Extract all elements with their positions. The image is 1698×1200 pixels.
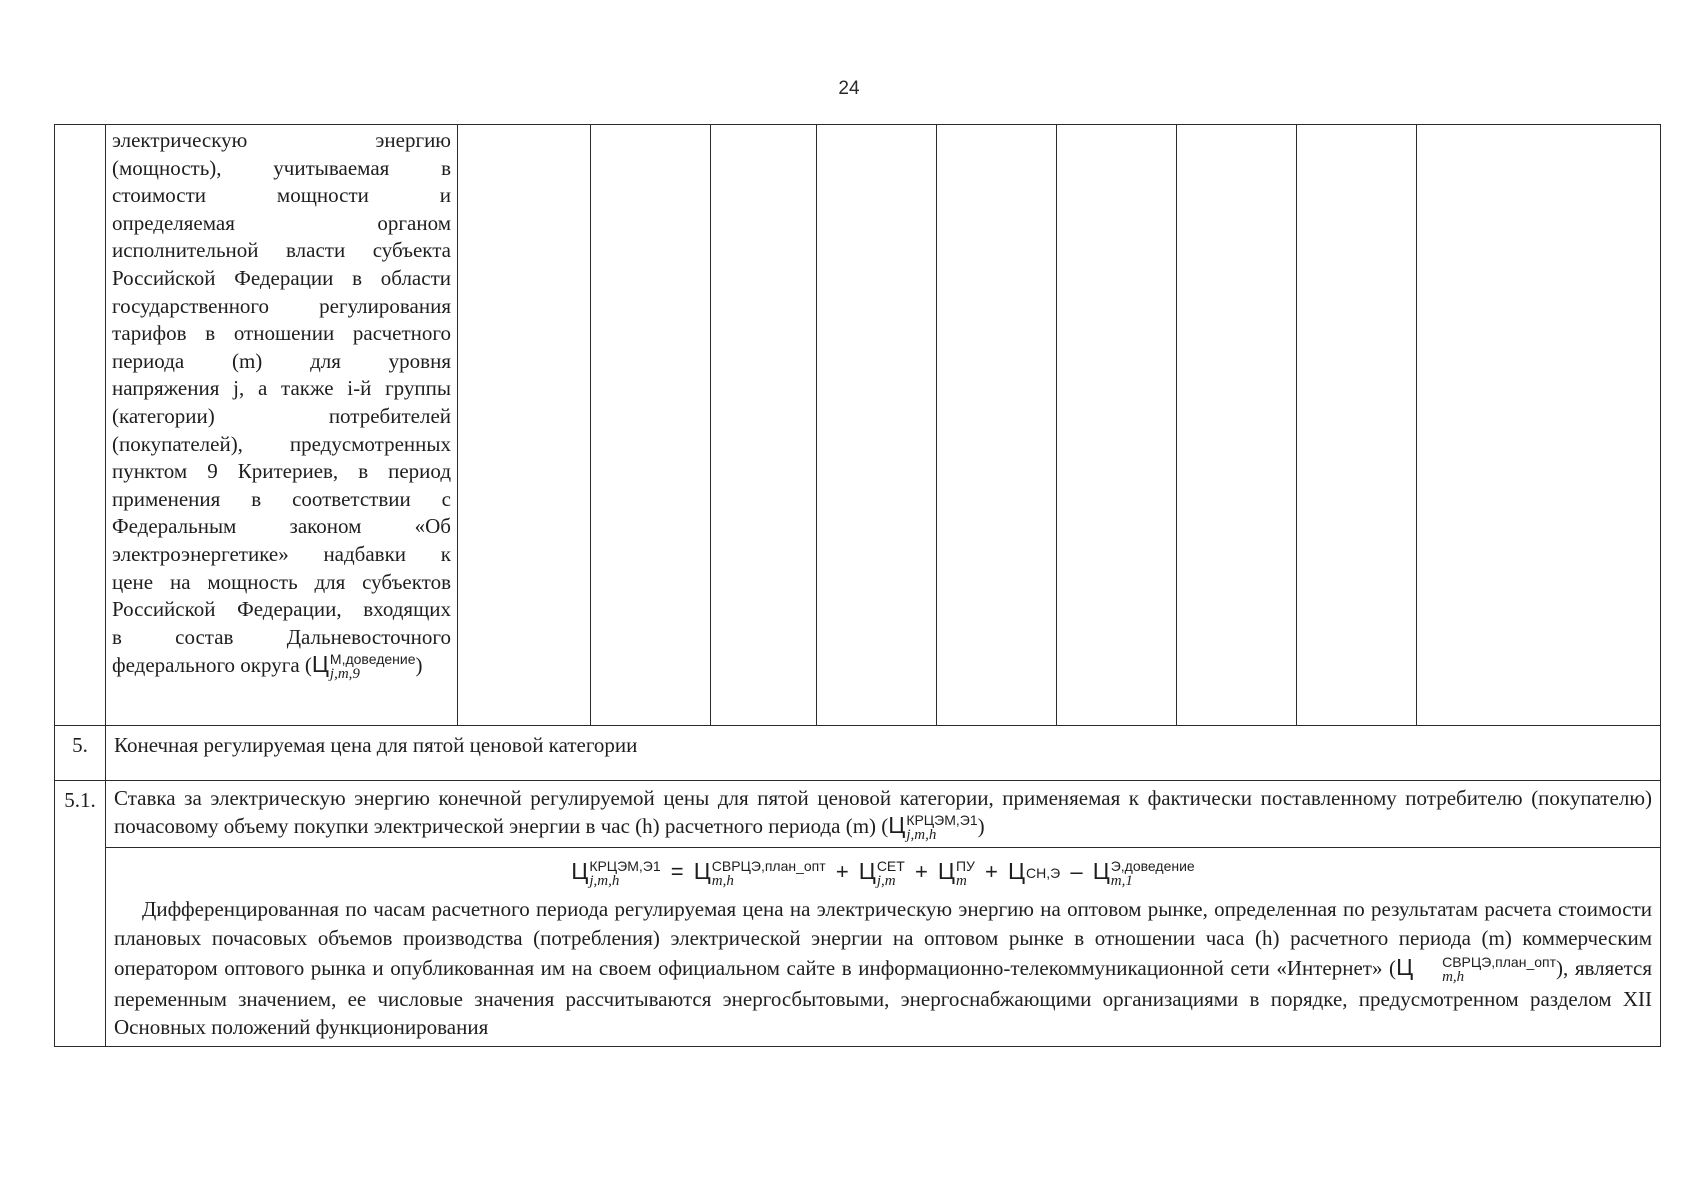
value-cell bbox=[817, 125, 937, 726]
description-line: исполнительной власти субъекта bbox=[112, 238, 451, 263]
description-line: электроэнергетике» надбавки к bbox=[112, 541, 451, 566]
table-row-5-1-formula bbox=[55, 848, 1661, 1047]
row-5-number: 5. bbox=[55, 726, 106, 781]
formula-t2-indices bbox=[877, 859, 905, 889]
description-line: периода (m) для уровня bbox=[112, 348, 451, 373]
formula-lhs-sub: j,m,h bbox=[589, 872, 620, 889]
formula-symbol: Ц bbox=[858, 858, 876, 885]
explanation-part-2: ), является переменным значением, ее числовые значения рассчитываются энергосбытовыми, энергоснабжающими организациями в порядке, предусмотренном разделом XII Основных положений функционирования bbox=[114, 955, 1653, 1040]
description-line: электрическую энергию bbox=[112, 128, 451, 152]
explanation-sub: m,h bbox=[1442, 968, 1465, 985]
table-row-5 bbox=[55, 726, 1661, 781]
description-line: тарифов в отношении расчетного bbox=[112, 321, 451, 346]
formula-lhs-indices bbox=[589, 859, 660, 889]
description-line: цене на мощность для субъектов bbox=[112, 569, 451, 594]
row-5-1-description bbox=[106, 780, 1661, 848]
value-cell bbox=[1057, 125, 1177, 726]
formula-symbol: Ц bbox=[693, 858, 711, 885]
formula-lhs-sup: КРЦЭМ,Э1 bbox=[589, 857, 661, 874]
price-subscript: j,m,h bbox=[906, 827, 937, 844]
value-cell bbox=[711, 125, 817, 726]
formula-t1-sup: СВРЦЭ,план_опт bbox=[711, 857, 826, 874]
formula-t5-sub: m,1 bbox=[1110, 872, 1133, 889]
description-line: в состав Дальневосточного bbox=[112, 624, 451, 649]
description-line: (покупателей), предусмотренных bbox=[112, 431, 451, 456]
table-row-5-1 bbox=[55, 780, 1661, 848]
closing-paren: ) bbox=[415, 653, 423, 678]
row-number-cell-empty bbox=[55, 125, 106, 726]
formula-t3-sup: ПУ bbox=[955, 857, 975, 874]
row-4-last-line bbox=[112, 651, 451, 682]
price-symbol: Ц bbox=[888, 812, 906, 839]
value-cell bbox=[458, 125, 591, 726]
description-line: (мощность), учитываемая в bbox=[112, 155, 451, 180]
formula-plus: + bbox=[835, 859, 849, 885]
description-line: (категории) потребителей bbox=[112, 403, 451, 428]
description-line: применения в соответствии с bbox=[112, 486, 451, 511]
formula-minus: – bbox=[1070, 859, 1083, 885]
price-table bbox=[54, 124, 1661, 1047]
price-superscript: КРЦЭМ,Э1 bbox=[906, 812, 978, 829]
row-4-last-line-text: федерального округа ( bbox=[112, 653, 312, 678]
row-5-1-formula-cell bbox=[106, 848, 1661, 1047]
row-5-1-text: Ставка за электрическую энергию конечной регулируемой цены для пятой ценовой категории, применяемая к фактически поставленному потребителю (покупателю) почасовому объему покупки электрической энергии в час (h) расчетного периода (m) ( bbox=[114, 785, 1652, 839]
row-5-1-number: 5.1. bbox=[55, 780, 106, 1046]
row-4-description bbox=[106, 125, 458, 726]
value-cell bbox=[591, 125, 711, 726]
formula-symbol: Ц bbox=[1008, 858, 1026, 885]
closing-paren: ) bbox=[977, 814, 985, 839]
formula-t5-sup: Э,доведение bbox=[1110, 857, 1195, 874]
formula-t3-sub: m bbox=[955, 872, 967, 889]
description-line: Российской Федерации, входящих bbox=[112, 597, 451, 622]
formula-symbol: Ц bbox=[571, 858, 589, 885]
formula-t2-sup: СЕТ bbox=[876, 857, 905, 874]
price-formula bbox=[114, 848, 1652, 895]
price-subscript: j,m,9 bbox=[329, 666, 360, 683]
row-5-title: Конечная регулируемая цена для пятой ценовой категории bbox=[106, 726, 1661, 781]
page-number: 24 bbox=[838, 78, 860, 99]
value-cell bbox=[1417, 125, 1661, 726]
value-cell bbox=[1297, 125, 1417, 726]
formula-t3-indices bbox=[956, 859, 975, 889]
formula-symbol: Ц bbox=[937, 858, 955, 885]
value-cell bbox=[937, 125, 1057, 726]
explanation-indices bbox=[1414, 955, 1556, 985]
table-row-4-continuation bbox=[55, 125, 1661, 726]
explanation-sup: СВРЦЭ,план_опт bbox=[1442, 953, 1557, 970]
description-line: государственного регулирования bbox=[112, 293, 451, 318]
price-superscript: М,доведение bbox=[329, 651, 416, 668]
description-line: напряжения j, а также i-й группы bbox=[112, 376, 451, 401]
formula-t4-indices bbox=[1026, 866, 1060, 881]
row-4-description-lines bbox=[112, 127, 451, 651]
description-line: Федеральным законом «Об bbox=[112, 514, 451, 539]
formula-t5-indices bbox=[1111, 859, 1195, 889]
formula-symbol: Ц bbox=[1092, 858, 1110, 885]
description-line: Российской Федерации в области bbox=[112, 265, 451, 290]
formula-t1-sub: m,h bbox=[711, 872, 734, 889]
price-symbol: Ц bbox=[311, 651, 329, 678]
formula-t1-indices bbox=[712, 859, 826, 889]
formula-plus: + bbox=[985, 859, 998, 885]
price-indices bbox=[906, 813, 977, 843]
description-line: пунктом 9 Критериев, в период bbox=[112, 459, 451, 484]
value-cell bbox=[1177, 125, 1297, 726]
description-line: определяемая органом bbox=[112, 210, 451, 235]
formula-plus: + bbox=[914, 859, 928, 885]
description-line: стоимости мощности и bbox=[112, 183, 451, 208]
formula-explanation bbox=[114, 895, 1652, 1042]
explanation-part-1: Дифференцированная по часам расчетного периода регулируемая цена на электрическую энергию на оптовом рынке, определенная по результатам расчета стоимости плановых почасовых объемов производства (потребления) электрической энергии на оптовом рынке в отношении часа (h) расчетного периода (m) коммерческим оператором оптового рынка и опубликованная им на своем официальном сайте в информационно-телекоммуникационной сети «Интернет» ( bbox=[114, 897, 1652, 980]
formula-t4-sup: СН,Э bbox=[1026, 865, 1061, 882]
formula-t2-sub: j,m bbox=[876, 872, 896, 889]
explanation-symbol: Ц bbox=[1396, 953, 1414, 980]
price-indices bbox=[330, 652, 416, 682]
formula-equals: = bbox=[670, 859, 684, 885]
